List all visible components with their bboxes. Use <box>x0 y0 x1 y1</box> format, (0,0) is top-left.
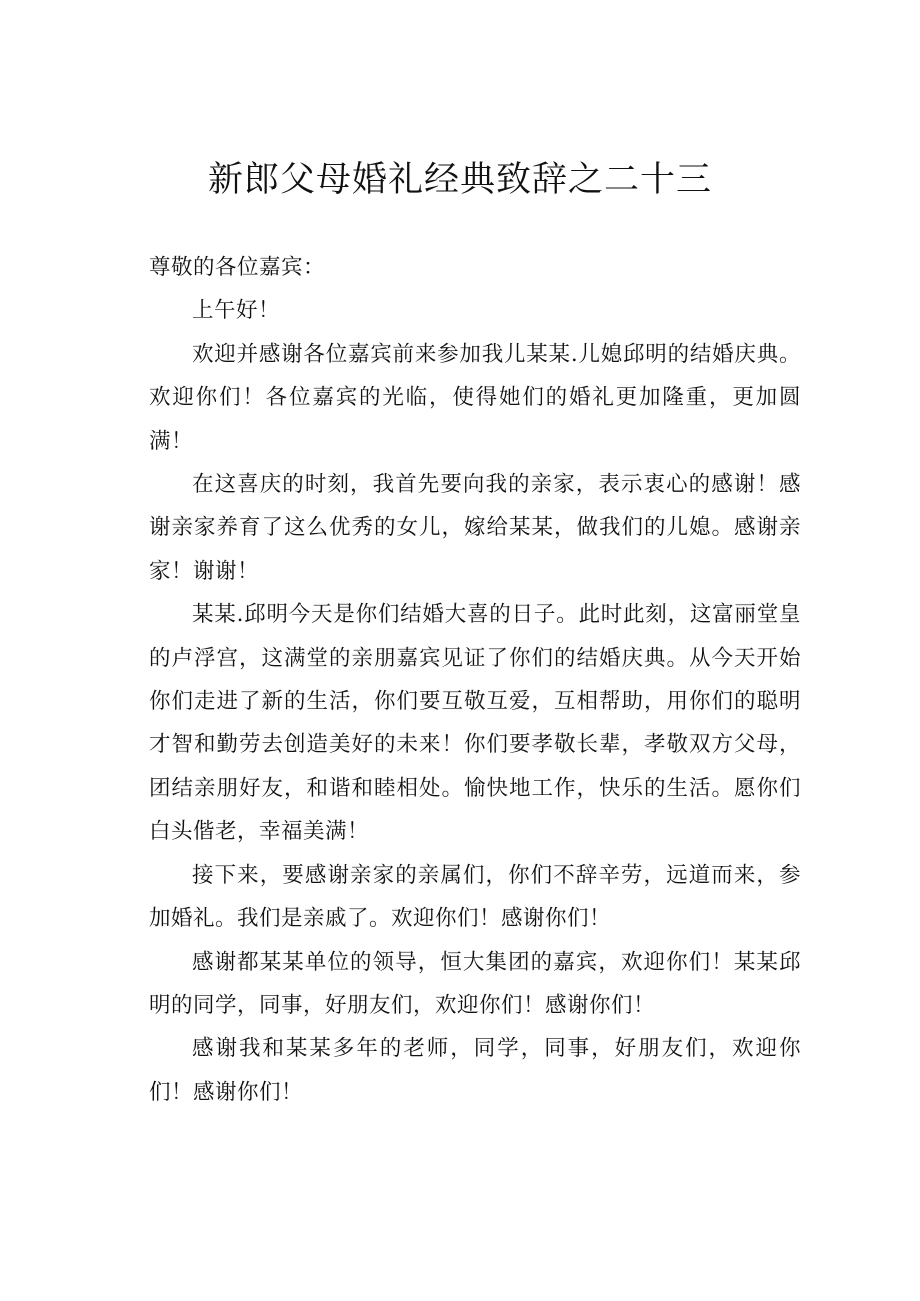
paragraph-welcome: 欢迎并感谢各位嘉宾前来参加我儿某某.儿媳邱明的结婚庆典。欢迎你们！各位嘉宾的光临，使得她们的婚礼更加隆重，更加圆满！ <box>149 341 801 454</box>
document-body <box>149 246 801 1114</box>
paragraph-blessing-couple: 某某.邱明今天是你们结婚大喜的日子。此时此刻，这富丽堂皇的卢浮宫，这满堂的亲朋嘉宾见证了你们的结婚庆典。从今天开始你们走进了新的生活，你们要互敬互爱，互相帮助，用你们的聪明才智和勤劳去创造美好的未来！你们要孝敬长辈，孝敬双方父母，团结亲朋好友，和谐和睦相处。愉快地工作，快乐的生活。愿你们白头偕老，幸福美满！ <box>149 602 801 845</box>
paragraph-greeting: 上午好！ <box>192 298 281 324</box>
paragraph-thanks-in-laws: 在这喜庆的时刻，我首先要向我的亲家，表示衷心的感谢！感谢亲家养育了这么优秀的女儿，嫁给某某，做我们的儿媳。感谢亲家！谢谢！ <box>149 472 801 584</box>
paragraph-thanks-colleagues: 感谢都某某单位的领导，恒大集团的嘉宾，欢迎你们！某某邱明的同学，同事，好朋友们，欢迎你们！感谢你们！ <box>149 949 801 1018</box>
paragraph-thanks-teachers: 感谢我和某某多年的老师，同学，同事，好朋友们，欢迎你们！感谢你们！ <box>149 1036 801 1105</box>
document-title: 新郎父母婚礼经典致辞之二十三 <box>207 160 712 200</box>
salutation: 尊敬的各位嘉宾： <box>149 255 326 280</box>
paragraph-thanks-relatives: 接下来，要感谢亲家的亲属们，你们不辞辛劳，远道而来，参加婚礼。我们是亲戚了。欢迎你们！感谢你们！ <box>149 862 801 932</box>
